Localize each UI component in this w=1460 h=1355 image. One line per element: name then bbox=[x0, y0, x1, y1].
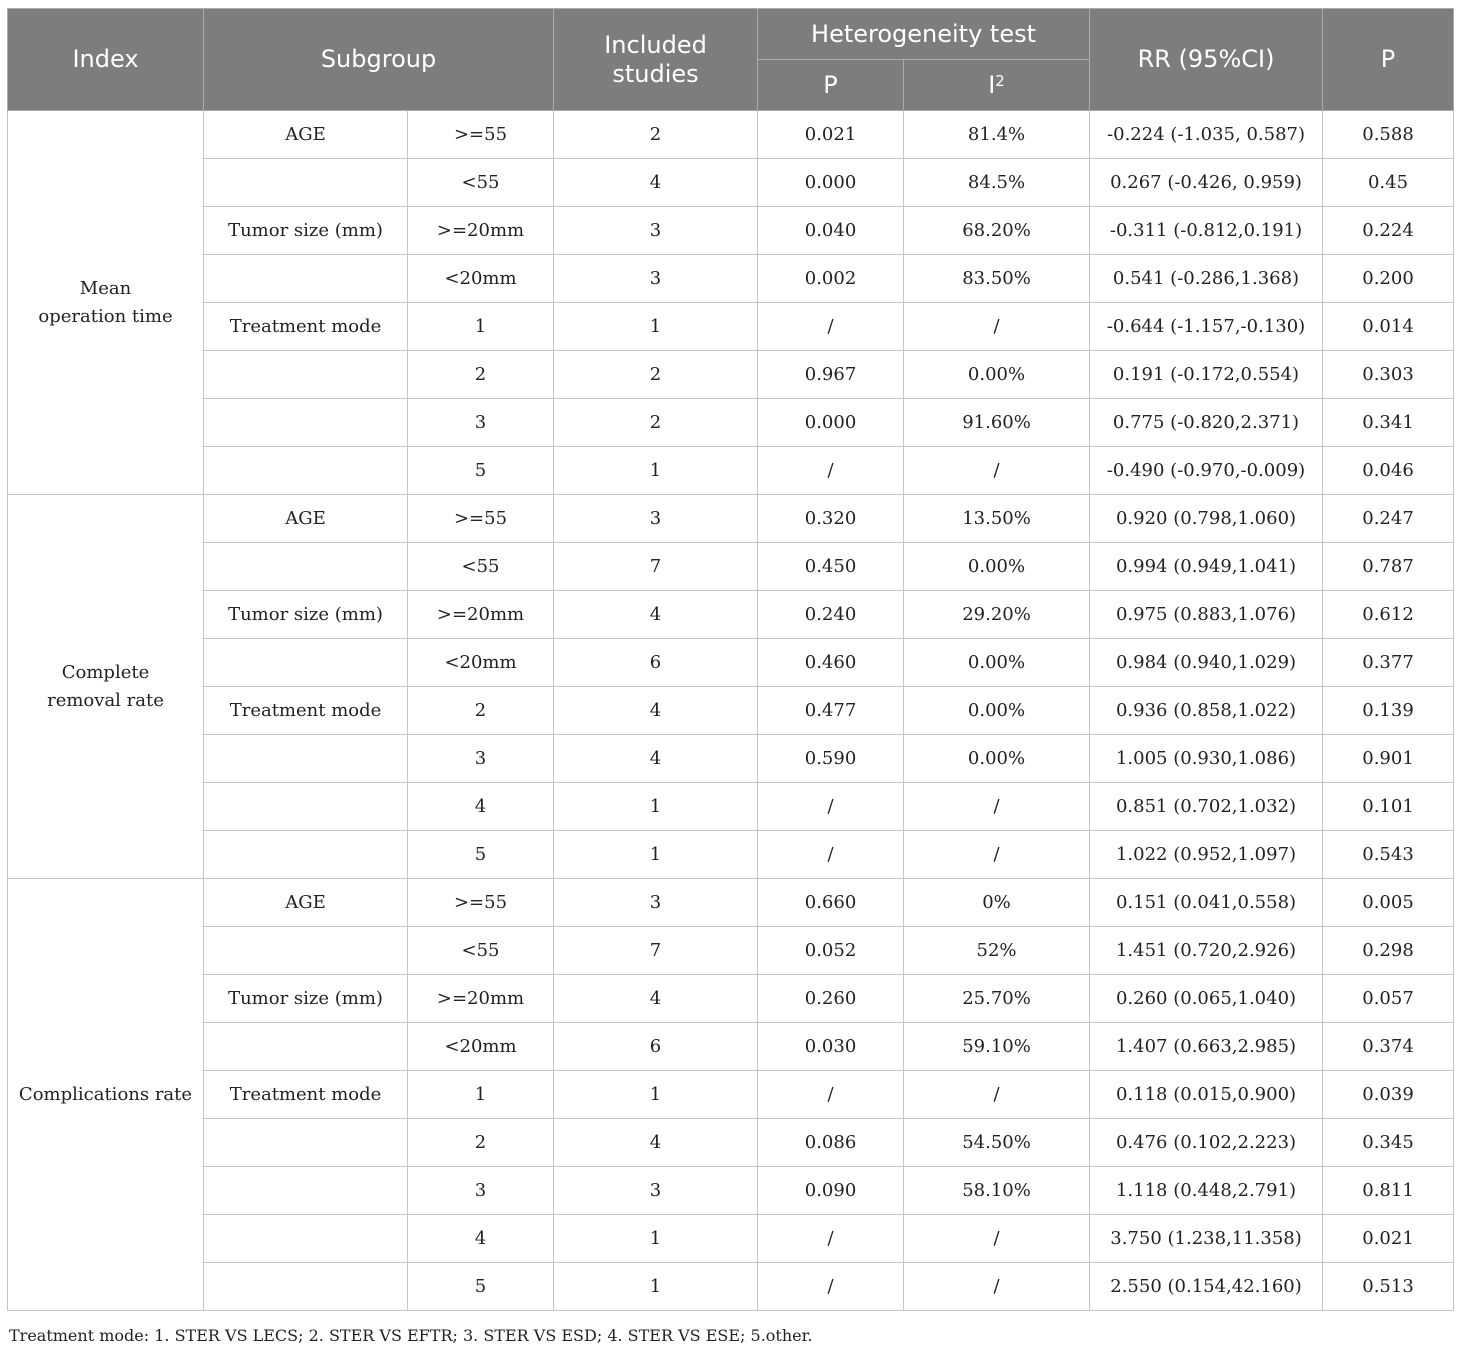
p-value-cell: 0.224 bbox=[1323, 207, 1454, 255]
table-footnote: Treatment mode: 1. STER VS LECS; 2. STER VS EFTR; 3. STER VS ESD; 4. STER VS ESE; 5.other. bbox=[9, 1326, 813, 1345]
p-value-cell: 0.139 bbox=[1323, 687, 1454, 735]
p-value-cell: 0.101 bbox=[1323, 783, 1454, 831]
heterogeneity-p-cell: / bbox=[758, 1215, 904, 1263]
subgroup-category-cell: Treatment mode bbox=[204, 687, 408, 735]
subgroup-value-cell: >=20mm bbox=[408, 591, 554, 639]
included-studies-cell: 4 bbox=[554, 159, 758, 207]
heterogeneity-i2-cell: 58.10% bbox=[904, 1167, 1090, 1215]
subgroup-value-cell: <20mm bbox=[408, 1023, 554, 1071]
heterogeneity-i2-cell: 0.00% bbox=[904, 735, 1090, 783]
heterogeneity-i2-cell: 0.00% bbox=[904, 639, 1090, 687]
index-label-line2: operation time bbox=[38, 305, 173, 327]
subgroup-category-cell bbox=[204, 255, 408, 303]
rr-ci-cell: -0.644 (-1.157,-0.130) bbox=[1090, 303, 1323, 351]
included-studies-cell: 7 bbox=[554, 543, 758, 591]
table-row bbox=[8, 831, 1454, 879]
table-row bbox=[8, 1023, 1454, 1071]
subgroup-value-cell: 4 bbox=[408, 783, 554, 831]
heterogeneity-p-cell: 0.000 bbox=[758, 399, 904, 447]
p-value-cell: 0.005 bbox=[1323, 879, 1454, 927]
subgroup-category-cell: Tumor size (mm) bbox=[204, 975, 408, 1023]
heterogeneity-i2-cell: 25.70% bbox=[904, 975, 1090, 1023]
table-row bbox=[8, 639, 1454, 687]
p-value-cell: 0.039 bbox=[1323, 1071, 1454, 1119]
subgroup-value-cell: >=20mm bbox=[408, 975, 554, 1023]
p-value-cell: 0.513 bbox=[1323, 1263, 1454, 1311]
heterogeneity-p-cell: 0.021 bbox=[758, 111, 904, 159]
p-value-cell: 0.200 bbox=[1323, 255, 1454, 303]
rr-ci-cell: 0.267 (-0.426, 0.959) bbox=[1090, 159, 1323, 207]
table-row bbox=[8, 495, 1454, 543]
rr-ci-cell: 1.451 (0.720,2.926) bbox=[1090, 927, 1323, 975]
included-studies-cell: 2 bbox=[554, 399, 758, 447]
subgroup-value-cell: 5 bbox=[408, 831, 554, 879]
header-rr: RR (95%CI) bbox=[1090, 9, 1323, 111]
subgroup-value-cell: >=55 bbox=[408, 111, 554, 159]
subgroup-category-cell bbox=[204, 1119, 408, 1167]
included-studies-cell: 6 bbox=[554, 639, 758, 687]
subgroup-category-cell bbox=[204, 1215, 408, 1263]
subgroup-category-cell bbox=[204, 1263, 408, 1311]
heterogeneity-p-cell: 0.660 bbox=[758, 879, 904, 927]
included-studies-cell: 3 bbox=[554, 879, 758, 927]
p-value-cell: 0.543 bbox=[1323, 831, 1454, 879]
table-row bbox=[8, 303, 1454, 351]
table-row bbox=[8, 543, 1454, 591]
header-het-i2 bbox=[904, 60, 1090, 111]
p-value-cell: 0.057 bbox=[1323, 975, 1454, 1023]
header-het-i2-sup: 2 bbox=[995, 71, 1005, 90]
header-included-line2: studies bbox=[612, 59, 699, 88]
included-studies-cell: 6 bbox=[554, 1023, 758, 1071]
subgroup-value-cell: 1 bbox=[408, 303, 554, 351]
header-included-line1: Included bbox=[604, 30, 707, 59]
p-value-cell: 0.377 bbox=[1323, 639, 1454, 687]
heterogeneity-i2-cell: 52% bbox=[904, 927, 1090, 975]
subgroup-value-cell: <55 bbox=[408, 543, 554, 591]
p-value-cell: 0.345 bbox=[1323, 1119, 1454, 1167]
subgroup-analysis-table-container bbox=[7, 8, 1453, 1311]
table-row bbox=[8, 687, 1454, 735]
rr-ci-cell: 1.407 (0.663,2.985) bbox=[1090, 1023, 1323, 1071]
subgroup-category-cell: Treatment mode bbox=[204, 303, 408, 351]
rr-ci-cell: 0.975 (0.883,1.076) bbox=[1090, 591, 1323, 639]
included-studies-cell: 1 bbox=[554, 1071, 758, 1119]
included-studies-cell: 4 bbox=[554, 591, 758, 639]
included-studies-cell: 3 bbox=[554, 255, 758, 303]
heterogeneity-i2-cell: 29.20% bbox=[904, 591, 1090, 639]
heterogeneity-p-cell: 0.320 bbox=[758, 495, 904, 543]
table-row bbox=[8, 351, 1454, 399]
included-studies-cell: 1 bbox=[554, 783, 758, 831]
subgroup-value-cell: 2 bbox=[408, 687, 554, 735]
included-studies-cell: 2 bbox=[554, 351, 758, 399]
table-row bbox=[8, 255, 1454, 303]
subgroup-category-cell bbox=[204, 927, 408, 975]
heterogeneity-i2-cell: 0.00% bbox=[904, 687, 1090, 735]
subgroup-category-cell bbox=[204, 783, 408, 831]
rr-ci-cell: 1.005 (0.930,1.086) bbox=[1090, 735, 1323, 783]
subgroup-category-cell bbox=[204, 1167, 408, 1215]
header-included-studies bbox=[554, 9, 758, 111]
subgroup-category-cell bbox=[204, 447, 408, 495]
header-het-p: P bbox=[758, 60, 904, 111]
table-header bbox=[8, 9, 1454, 111]
heterogeneity-i2-cell: 81.4% bbox=[904, 111, 1090, 159]
included-studies-cell: 1 bbox=[554, 831, 758, 879]
subgroup-value-cell: 1 bbox=[408, 1071, 554, 1119]
rr-ci-cell: 0.936 (0.858,1.022) bbox=[1090, 687, 1323, 735]
table-row bbox=[8, 927, 1454, 975]
heterogeneity-i2-cell: 91.60% bbox=[904, 399, 1090, 447]
heterogeneity-p-cell: 0.967 bbox=[758, 351, 904, 399]
subgroup-category-cell bbox=[204, 351, 408, 399]
heterogeneity-p-cell: 0.002 bbox=[758, 255, 904, 303]
index-label-line1: Mean bbox=[79, 277, 132, 299]
rr-ci-cell: 0.476 (0.102,2.223) bbox=[1090, 1119, 1323, 1167]
included-studies-cell: 1 bbox=[554, 447, 758, 495]
subgroup-category-cell: AGE bbox=[204, 111, 408, 159]
subgroup-value-cell: 3 bbox=[408, 399, 554, 447]
subgroup-category-cell bbox=[204, 159, 408, 207]
heterogeneity-p-cell: 0.086 bbox=[758, 1119, 904, 1167]
heterogeneity-p-cell: 0.030 bbox=[758, 1023, 904, 1071]
rr-ci-cell: 0.118 (0.015,0.900) bbox=[1090, 1071, 1323, 1119]
subgroup-category-cell bbox=[204, 543, 408, 591]
header-heterogeneity-test: Heterogeneity test bbox=[758, 9, 1090, 60]
p-value-cell: 0.247 bbox=[1323, 495, 1454, 543]
heterogeneity-p-cell: 0.477 bbox=[758, 687, 904, 735]
subgroup-category-cell: AGE bbox=[204, 495, 408, 543]
header-subgroup: Subgroup bbox=[204, 9, 554, 111]
included-studies-cell: 7 bbox=[554, 927, 758, 975]
table-row bbox=[8, 1119, 1454, 1167]
heterogeneity-i2-cell: 84.5% bbox=[904, 159, 1090, 207]
heterogeneity-p-cell: 0.090 bbox=[758, 1167, 904, 1215]
included-studies-cell: 3 bbox=[554, 495, 758, 543]
subgroup-category-cell: Treatment mode bbox=[204, 1071, 408, 1119]
subgroup-analysis-table bbox=[7, 8, 1454, 1311]
subgroup-value-cell: <20mm bbox=[408, 639, 554, 687]
rr-ci-cell: 3.750 (1.238,11.358) bbox=[1090, 1215, 1323, 1263]
heterogeneity-p-cell: 0.460 bbox=[758, 639, 904, 687]
subgroup-category-cell bbox=[204, 1023, 408, 1071]
table-row bbox=[8, 399, 1454, 447]
subgroup-value-cell: >=55 bbox=[408, 879, 554, 927]
table-row bbox=[8, 591, 1454, 639]
heterogeneity-i2-cell: 68.20% bbox=[904, 207, 1090, 255]
p-value-cell: 0.021 bbox=[1323, 1215, 1454, 1263]
rr-ci-cell: -0.311 (-0.812,0.191) bbox=[1090, 207, 1323, 255]
heterogeneity-p-cell: / bbox=[758, 447, 904, 495]
header-p: P bbox=[1323, 9, 1454, 111]
subgroup-value-cell: 3 bbox=[408, 735, 554, 783]
subgroup-value-cell: 2 bbox=[408, 351, 554, 399]
subgroup-category-cell bbox=[204, 399, 408, 447]
heterogeneity-i2-cell: / bbox=[904, 1215, 1090, 1263]
heterogeneity-p-cell: 0.260 bbox=[758, 975, 904, 1023]
p-value-cell: 0.811 bbox=[1323, 1167, 1454, 1215]
p-value-cell: 0.046 bbox=[1323, 447, 1454, 495]
included-studies-cell: 4 bbox=[554, 1119, 758, 1167]
p-value-cell: 0.303 bbox=[1323, 351, 1454, 399]
subgroup-value-cell: 4 bbox=[408, 1215, 554, 1263]
table-row bbox=[8, 1071, 1454, 1119]
rr-ci-cell: 0.920 (0.798,1.060) bbox=[1090, 495, 1323, 543]
subgroup-value-cell: <20mm bbox=[408, 255, 554, 303]
heterogeneity-i2-cell: 83.50% bbox=[904, 255, 1090, 303]
heterogeneity-p-cell: / bbox=[758, 1263, 904, 1311]
heterogeneity-p-cell: 0.052 bbox=[758, 927, 904, 975]
index-label-line1: Complications rate bbox=[18, 1083, 193, 1105]
subgroup-value-cell: 5 bbox=[408, 447, 554, 495]
subgroup-category-cell bbox=[204, 735, 408, 783]
table-row bbox=[8, 975, 1454, 1023]
subgroup-value-cell: <55 bbox=[408, 927, 554, 975]
included-studies-cell: 1 bbox=[554, 1215, 758, 1263]
subgroup-value-cell: <55 bbox=[408, 159, 554, 207]
table-row bbox=[8, 879, 1454, 927]
rr-ci-cell: 0.541 (-0.286,1.368) bbox=[1090, 255, 1323, 303]
included-studies-cell: 2 bbox=[554, 111, 758, 159]
table-row bbox=[8, 111, 1454, 159]
included-studies-cell: 1 bbox=[554, 1263, 758, 1311]
header-het-i2-letter: I bbox=[988, 70, 996, 99]
heterogeneity-p-cell: 0.000 bbox=[758, 159, 904, 207]
rr-ci-cell: -0.490 (-0.970,-0.009) bbox=[1090, 447, 1323, 495]
subgroup-value-cell: 5 bbox=[408, 1263, 554, 1311]
included-studies-cell: 3 bbox=[554, 207, 758, 255]
p-value-cell: 0.298 bbox=[1323, 927, 1454, 975]
rr-ci-cell: 0.191 (-0.172,0.554) bbox=[1090, 351, 1323, 399]
index-cell bbox=[8, 111, 204, 495]
heterogeneity-p-cell: 0.040 bbox=[758, 207, 904, 255]
subgroup-category-cell bbox=[204, 639, 408, 687]
rr-ci-cell: 0.994 (0.949,1.041) bbox=[1090, 543, 1323, 591]
heterogeneity-i2-cell: 59.10% bbox=[904, 1023, 1090, 1071]
heterogeneity-i2-cell: / bbox=[904, 1071, 1090, 1119]
included-studies-cell: 4 bbox=[554, 735, 758, 783]
heterogeneity-i2-cell: 54.50% bbox=[904, 1119, 1090, 1167]
included-studies-cell: 4 bbox=[554, 687, 758, 735]
index-cell bbox=[8, 879, 204, 1311]
index-label-line1: Complete bbox=[61, 661, 150, 683]
subgroup-value-cell: 3 bbox=[408, 1167, 554, 1215]
table-row bbox=[8, 207, 1454, 255]
table-row bbox=[8, 783, 1454, 831]
p-value-cell: 0.588 bbox=[1323, 111, 1454, 159]
heterogeneity-i2-cell: / bbox=[904, 303, 1090, 351]
header-index: Index bbox=[8, 9, 204, 111]
index-cell bbox=[8, 495, 204, 879]
heterogeneity-i2-cell: / bbox=[904, 783, 1090, 831]
rr-ci-cell: -0.224 (-1.035, 0.587) bbox=[1090, 111, 1323, 159]
heterogeneity-i2-cell: 0.00% bbox=[904, 351, 1090, 399]
table-row bbox=[8, 1263, 1454, 1311]
heterogeneity-i2-cell: / bbox=[904, 831, 1090, 879]
subgroup-category-cell: AGE bbox=[204, 879, 408, 927]
p-value-cell: 0.45 bbox=[1323, 159, 1454, 207]
heterogeneity-p-cell: 0.240 bbox=[758, 591, 904, 639]
heterogeneity-i2-cell: / bbox=[904, 447, 1090, 495]
subgroup-value-cell: >=55 bbox=[408, 495, 554, 543]
rr-ci-cell: 0.775 (-0.820,2.371) bbox=[1090, 399, 1323, 447]
p-value-cell: 0.787 bbox=[1323, 543, 1454, 591]
table-row bbox=[8, 1167, 1454, 1215]
heterogeneity-p-cell: / bbox=[758, 1071, 904, 1119]
p-value-cell: 0.901 bbox=[1323, 735, 1454, 783]
rr-ci-cell: 0.851 (0.702,1.032) bbox=[1090, 783, 1323, 831]
rr-ci-cell: 0.151 (0.041,0.558) bbox=[1090, 879, 1323, 927]
table-row bbox=[8, 1215, 1454, 1263]
rr-ci-cell: 2.550 (0.154,42.160) bbox=[1090, 1263, 1323, 1311]
index-label-line2: removal rate bbox=[47, 689, 164, 711]
rr-ci-cell: 0.260 (0.065,1.040) bbox=[1090, 975, 1323, 1023]
heterogeneity-i2-cell: 0.00% bbox=[904, 543, 1090, 591]
heterogeneity-p-cell: 0.590 bbox=[758, 735, 904, 783]
table-body bbox=[8, 111, 1454, 1311]
rr-ci-cell: 0.984 (0.940,1.029) bbox=[1090, 639, 1323, 687]
heterogeneity-p-cell: 0.450 bbox=[758, 543, 904, 591]
p-value-cell: 0.341 bbox=[1323, 399, 1454, 447]
included-studies-cell: 4 bbox=[554, 975, 758, 1023]
rr-ci-cell: 1.118 (0.448,2.791) bbox=[1090, 1167, 1323, 1215]
table-row bbox=[8, 447, 1454, 495]
heterogeneity-i2-cell: 0% bbox=[904, 879, 1090, 927]
subgroup-value-cell: 2 bbox=[408, 1119, 554, 1167]
included-studies-cell: 1 bbox=[554, 303, 758, 351]
subgroup-category-cell: Tumor size (mm) bbox=[204, 591, 408, 639]
heterogeneity-p-cell: / bbox=[758, 783, 904, 831]
included-studies-cell: 3 bbox=[554, 1167, 758, 1215]
heterogeneity-i2-cell: / bbox=[904, 1263, 1090, 1311]
subgroup-category-cell bbox=[204, 831, 408, 879]
p-value-cell: 0.014 bbox=[1323, 303, 1454, 351]
heterogeneity-p-cell: / bbox=[758, 303, 904, 351]
p-value-cell: 0.374 bbox=[1323, 1023, 1454, 1071]
p-value-cell: 0.612 bbox=[1323, 591, 1454, 639]
rr-ci-cell: 1.022 (0.952,1.097) bbox=[1090, 831, 1323, 879]
heterogeneity-i2-cell: 13.50% bbox=[904, 495, 1090, 543]
subgroup-category-cell: Tumor size (mm) bbox=[204, 207, 408, 255]
table-row bbox=[8, 159, 1454, 207]
table-row bbox=[8, 735, 1454, 783]
heterogeneity-p-cell: / bbox=[758, 831, 904, 879]
subgroup-value-cell: >=20mm bbox=[408, 207, 554, 255]
